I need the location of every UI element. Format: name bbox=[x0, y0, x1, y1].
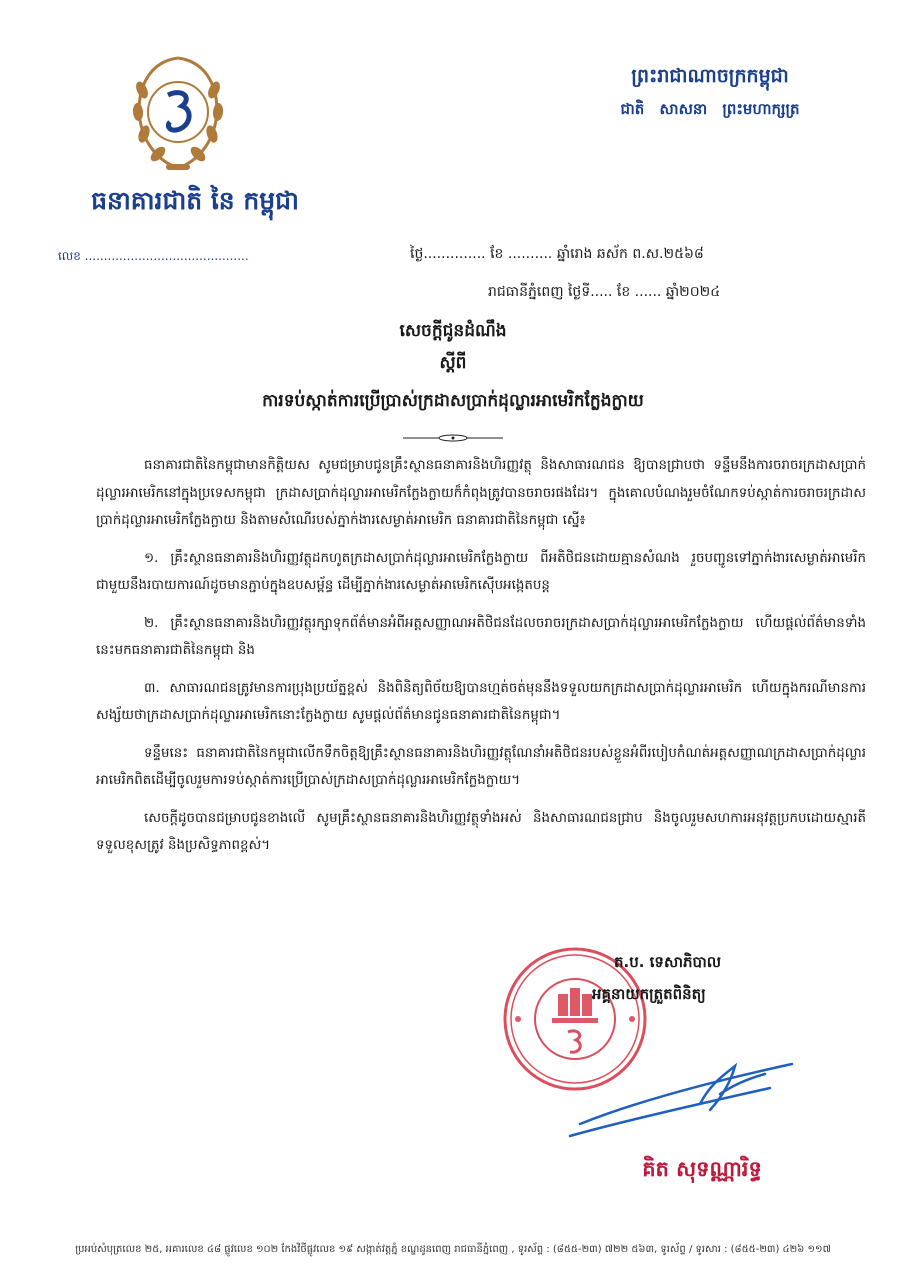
lunar-date: ថ្ងៃ.............. ខែ .......... ឆ្នាំរោង ឆស័ក ព.ស.២៥៦៨ bbox=[410, 246, 704, 262]
body-item-1: ១. គ្រឹះស្ថានធនាគារនិងហិរញ្ញវត្ថុដកហូតក្រដាសប្រាក់ដុល្លារអាមេរិកក្លែងក្លាយ ពីអតិថិជនដោយគ្មានសំណង រួចបញ្ជូនទៅភ្នាក់ងារសេម្ងាត់អាមេរិកជាមួយនឹងរបាយការណ៍ដូចមានភ្ជាប់ក្នុងឧបសម្ព័ន្ធ ដើម្បីភ្នាក់ងារសេម្ងាត់អាមេរិកស៊ើបអង្កេតបន្ត bbox=[96, 550, 866, 593]
footer-address: ប្រអប់សំបុត្រលេខ ២៥, អគារលេខ ៤៨ ផ្លូវលេខ ១០២ កែងវិថីផ្លូវលេខ ១៩ សង្កាត់វត្តភ្នំ ខណ្ឌដូនពេញ រាជធានីភ្នំពេញ , ទូរស័ព្ទ : (៨៥៥-២៣) ៧២២ ៥៦៣, ទូរស័ព្ទ / ទូរសារ : (៨៥៥-២៣) ៤២៦ ១១៧ bbox=[75, 1244, 831, 1255]
notice-subject: ការទប់ស្កាត់ការប្រើប្រាស់ក្រដាសប្រាក់ដុល្លារអាមេរិកក្លែងក្លាយ bbox=[262, 391, 644, 411]
body-paragraph-encouragement: ទន្ទឹមនេះ ធនាគារជាតិនៃកម្ពុជាលើកទឹកចិត្តឱ្យគ្រឹះស្ថានធនាគារនិងហិរញ្ញវត្ថុណែនាំអតិថិជនរបស់ខ្លួនអំពីរបៀបកំណត់អត្តសញ្ញាណក្រដាសប្រាក់ដុល្លារអាមេរិកពិតដើម្បីចូលរួមការទប់ស្កាត់ការប្រើប្រាស់ក្រដាសប្រាក់ដុល្លារអាមេរិកក្លែងក្លាយ។ bbox=[96, 745, 866, 788]
signatory-title: អគ្គនាយកត្រួតពិនិត្យ bbox=[592, 985, 706, 1003]
solar-date: រាជធានីភ្នំពេញ ថ្ងៃទី..... ខែ ...... ឆ្នាំ២០២៤ bbox=[488, 284, 721, 300]
kingdom-heading: ព្រះរាជាណាចក្រកម្ពុជា bbox=[631, 65, 789, 87]
national-motto: ជាតិ សាសនា ព្រះមហាក្សត្រ bbox=[620, 100, 800, 118]
body-item-3: ៣. សាធារណជនត្រូវមានការប្រុងប្រយ័ត្នខ្ពស់ និងពិនិត្យពិច័យឱ្យបានហ្មត់ចត់មុននឹងទទួលយកក្រដាសប្រាក់ដុល្លារអាមេរិក ហើយក្នុងករណីមានការសង្ស័យថាក្រដាសប្រាក់ដុល្លារអាមេរិកនោះក្លែងក្លាយ សូមផ្តល់ព័ត៌មានជូនធនាគារជាតិនៃកម្ពុជា។ bbox=[96, 680, 866, 723]
notice-body bbox=[96, 452, 866, 870]
bank-name: ធនាគារជាតិ នៃ កម្ពុជា bbox=[91, 186, 299, 215]
notice-title: សេចក្តីជូនដំណឹង bbox=[399, 321, 507, 341]
body-paragraph-intro: ធនាគារជាតិនៃកម្ពុជាមានកិត្តិយស សូមជម្រាបជូនគ្រឹះស្ថានធនាគារនិងហិរញ្ញវត្ថុ និងសាធារណជន ឱ្យបានជ្រាបថា ទន្ទឹមនឹងការចរាចរក្រដាសប្រាក់ដុល្លារអាមេរិកនៅក្នុងប្រទេសកម្ពុជា ក្រដាសប្រាក់ដុល្លារអាមេរិកក្លែងក្លាយក៏កំពុងត្រូវបានចរាចរផងដែរ។ ក្នុងគោលបំណងរួមចំណែកទប់ស្កាត់ការចរាចរក្រដាសប្រាក់ដុល្លារអាមេរិកក្លែងក្លាយ និងតាមសំណើរបស់ភ្នាក់ងារសេម្ងាត់អាមេរិក ធនាគារជាតិនៃកម្ពុជា ស្នើ៖ bbox=[96, 458, 866, 528]
notice-subject-label: ស្តីពី bbox=[439, 353, 467, 373]
signatory-name: គិត សុទណ្ណារិទ្ធ bbox=[642, 1157, 762, 1181]
bank-logo bbox=[128, 50, 228, 180]
signatory-deputy-governor-label: ត.ប. ទេសាភិបាល bbox=[614, 953, 722, 971]
reference-number: លេខ ........................................... bbox=[58, 249, 249, 263]
divider-ornament bbox=[403, 428, 503, 438]
handwritten-signature bbox=[560, 1044, 800, 1144]
bank-emblem-icon bbox=[128, 50, 228, 180]
body-paragraph-closing: សេចក្តីដូចបានជម្រាបជូនខាងលើ សូមគ្រឹះស្ថានធនាគារនិងហិរញ្ញវត្ថុទាំងអស់ និងសាធារណជនជ្រាប និងចូលរួមសហការអនុវត្តប្រកបដោយស្មារតីទទួលខុសត្រូវ និងប្រសិទ្ធភាពខ្ពស់។ bbox=[96, 810, 866, 853]
body-item-2: ២. គ្រឹះស្ថានធនាគារនិងហិរញ្ញវត្ថុរក្សាទុកព័ត៌មានអំពីអត្តសញ្ញាណអតិថិជនដែលចរាចរក្រដាសប្រាក់ដុល្លារអាមេរិកក្លែងក្លាយ ហើយផ្តល់ព័ត៌មានទាំងនេះមកធនាគារជាតិនៃកម្ពុជា និង bbox=[96, 615, 866, 658]
